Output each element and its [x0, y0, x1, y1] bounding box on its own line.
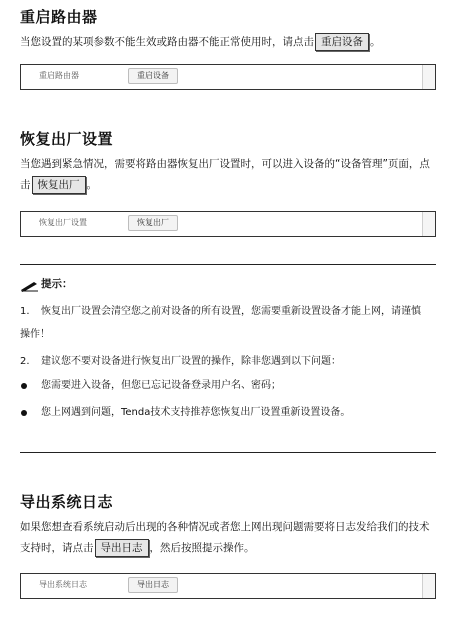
reboot-panel: [20, 64, 436, 90]
section-title-factory-reset: 恢复出厂设置: [20, 130, 114, 148]
tips-heading: 提示：: [41, 278, 73, 290]
section-title-export-log: 导出系统日志: [20, 493, 114, 511]
reboot-inline-button: 重启设备: [315, 33, 369, 51]
bullet-dot: [21, 383, 27, 389]
tip-item-1-line1: 恢复出厂设置会清空您之前对设备的所有设置，您需要重新设置设备才能上网，请谨慎: [41, 306, 421, 317]
divider-top: [20, 264, 436, 265]
factory-reset-description: [20, 154, 440, 196]
reboot-description-text: 当您设置的某项参数不能生效或路由器不能正常使用时，请点击: [20, 36, 314, 48]
export-log-description: [20, 517, 440, 559]
tip-item-1-line2: 操作！: [20, 329, 50, 340]
section-title-reboot: 重启路由器: [20, 8, 98, 26]
export-log-line1: 如果您想查看系统启动后出现的各种情况或者您上网出现问题需要将日志发给我们的技术: [20, 521, 430, 533]
factory-reset-panel-label: 恢复出厂设置: [39, 218, 87, 227]
divider-bottom: [20, 452, 436, 453]
export-log-panel-label: 导出系统日志: [39, 580, 87, 589]
factory-reset-prefix: 击: [20, 179, 31, 191]
factory-reset-line2: [20, 175, 440, 196]
factory-reset-button[interactable]: 恢复出厂: [128, 215, 178, 231]
reboot-button[interactable]: 重启设备: [128, 68, 178, 84]
bullet-dot: [21, 410, 27, 416]
factory-reset-suffix: 。: [86, 179, 97, 191]
export-log-panel: [20, 573, 436, 599]
tip-item-2-text: 建议您不要对设备进行恢复出厂设置的操作，除非您遇到以下问题：: [41, 356, 341, 367]
factory-reset-line1: 当您遇到紧急情况，需要将路由器恢复出厂设置时，可以进入设备的“设备管理”页面，点: [20, 158, 430, 170]
tip-bullet-1: 您需要进入设备，但您已忘记设备登录用户名、密码；: [41, 380, 281, 391]
export-log-inline-button: 导出日志: [95, 539, 149, 557]
tip-item-1-number: 1.: [20, 306, 30, 317]
tip-bullet-2: 您上网遇到问题，Tenda技术支持推荐您恢复出厂设置重新设置设备。: [41, 407, 351, 418]
reboot-description-suffix: 。: [370, 36, 381, 48]
factory-reset-inline-button: 恢复出厂: [32, 176, 86, 194]
export-log-prefix: 支持时，请点击: [20, 542, 94, 554]
export-log-suffix: ，然后按照提示操作。: [149, 542, 255, 554]
reboot-description: [20, 32, 381, 53]
export-log-button[interactable]: 导出日志: [128, 577, 178, 593]
export-log-line2: [20, 538, 440, 559]
pencil-note-icon: [20, 277, 40, 289]
reboot-panel-label: 重启路由器: [39, 71, 79, 80]
tip-item-2-number: 2.: [20, 356, 30, 367]
factory-reset-panel: [20, 211, 436, 237]
